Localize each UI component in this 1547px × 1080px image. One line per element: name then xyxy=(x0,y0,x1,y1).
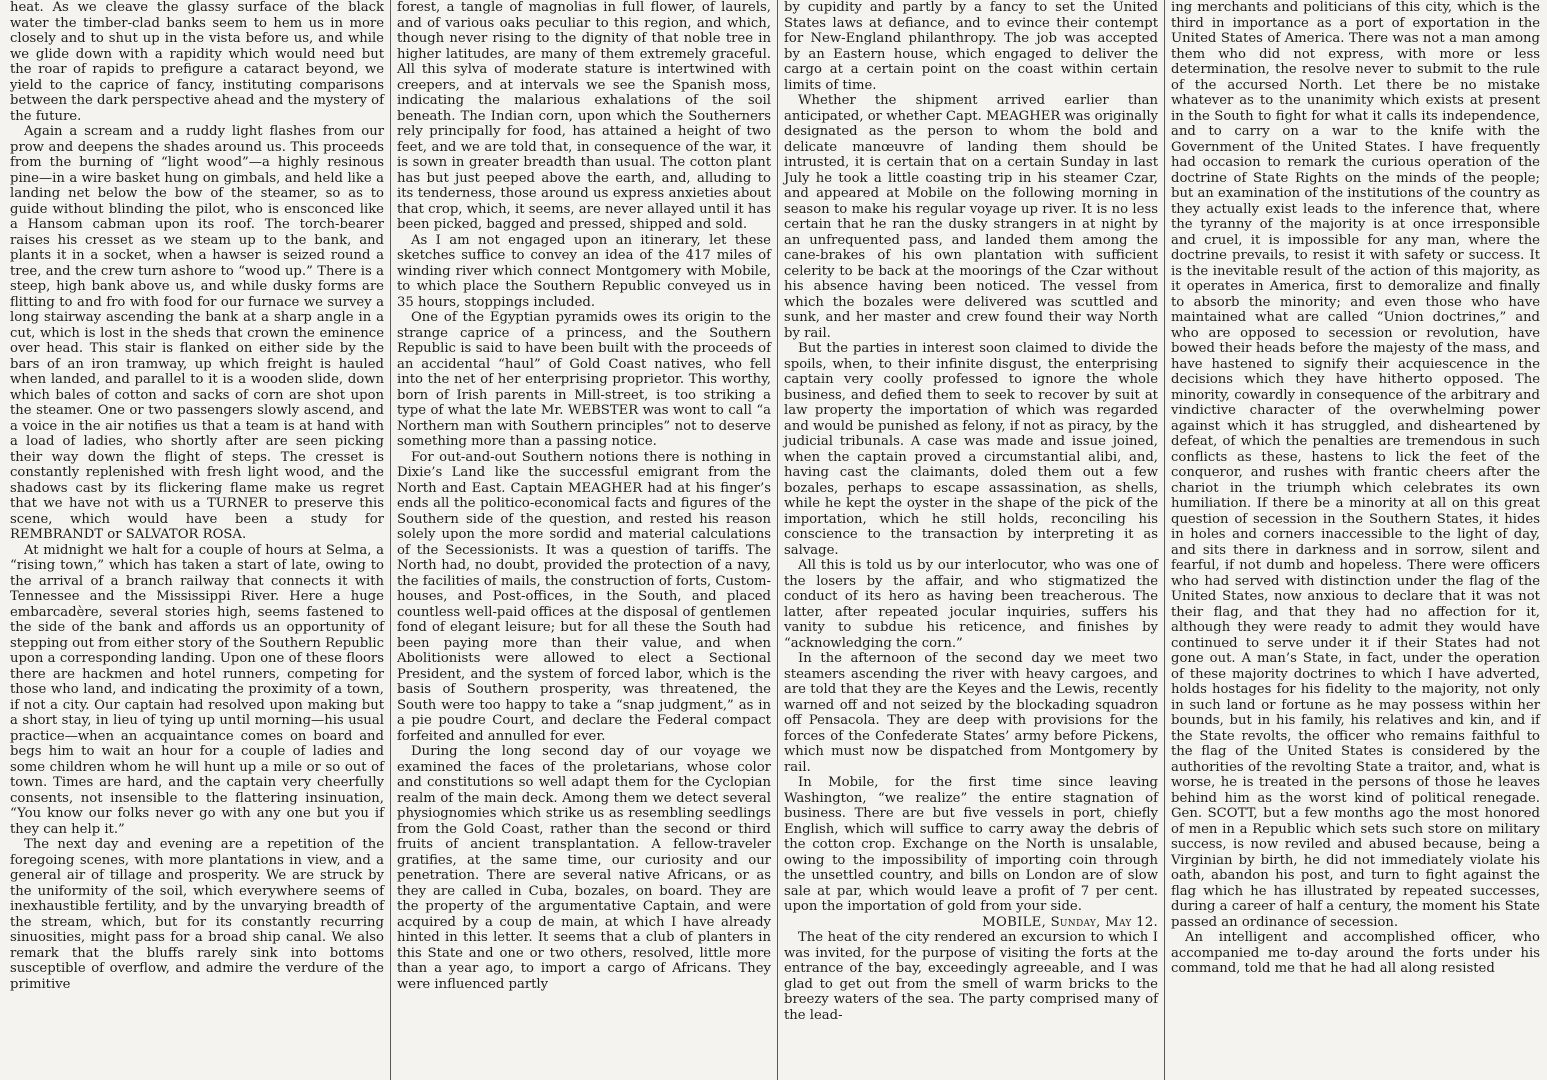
paragraph: An intelligent and accomplished officer, who accompanied me to-day around the forts under his command, told me that he had all along resisted xyxy=(1171,930,1540,976)
paragraph: by cupidity and partly by a fancy to set the United States laws at defiance, and to evince their contempt for New-England philanthropy. The job was accepted by an Eastern house, which engaged to deliver the cargo at a certain point on the coast within certain limits of time. xyxy=(784,0,1158,93)
paragraph: During the long second day of our voyage we examined the faces of the proletarians, whose color and constitutions so well adapt them for the Cyclopian realm of the main deck. Among them we detect several physiognomies which strike us as resembling seedlings from the Gold Coast, rather than the second or third fruits of ancient transplantation. A fellow-traveler gratifies, at the same time, our curiosity and our penetration. There are several native Africans, or as they are called in Cuba, bozales, on board. They are the property of the argumentative Captain, and were acquired by a coup de main, at which I have already hinted in this letter. It seems that a club of planters in this State and one or two others, resolved, little more than a year ago, to import a cargo of Africans. They were influenced partly xyxy=(397,744,771,992)
paragraph: As I am not engaged upon an itinerary, let these sketches suffice to convey an idea of the 417 miles of winding river which connect Montgomery with Mobile, to which place the Southern Republic conveyed us in 35 hours, stoppings included. xyxy=(397,232,771,310)
paragraph: All this is told us by our interlocutor, who was one of the losers by the affair, and who stigmatized the conduct of its hero as having been treacherous. The latter, after repeated jocular inquiries, suffers his vanity to subdue his reticence, and finishes by “acknowledging the corn.” xyxy=(784,558,1158,651)
paragraph: ing merchants and politicians of this city, which is the third in importance as a port of exportation in the United States of America. There was not a man among them who did not express, with more or less determination, the resolve never to submit to the rule of the accursed North. Let there be no mistake whatever as to the unanimity which exists at present in the South to fight for what it calls its independence, and to carry on a war to the knife with the Government of the United States. I have frequently had occasion to remark the curious operation of the doctrine of State Rights on the minds of the people; but an examination of the institutions of the country as they actually exist leads to the inference that, where the tyranny of the majority is at once irresponsible and cruel, it is impossible for any man, where the doctrine prevails, to resist it with safety or success. It is the inevitable result of the action of this majority, as it operates in America, first to demoralize and finally to absorb the minority; and even those who have maintained what are called “Union doctrines,” and who are opposed to secession or revolution, have bowed their heads before the majesty of the mass, and have hastened to signify their acquiescence in the decisions which they have hitherto opposed. The minority, cowardly in consequence of the arbitrary and vindictive character of the overwhelming power against which it has struggled, and disheartened by defeat, of which the penalties are tremendous in such conflicts as these, hastens to lick the feet of the conqueror, and rushes with frantic cheers after the chariot in the triumph which celebrates its own humiliation. If there be a minority at all on this great question of secession in the Southern States, it hides in holes and corners inaccessible to the light of day, and sits there in darkness and in sorrow, silent and fearful, if not dumb and hopeless. There were officers who had served with distinction under the flag of the United States, now anxious to declare that it was not their flag, and that they had no affection for it, although they were ready to admit they would have continued to serve under it if their States had not gone out. A man’s State, in fact, under the operation of these majority doctrines to which I have adverted, holds hostages for his fidelity to the majority, not only in such land or fortune as he may possess within her bounds, but in his family, his relatives and kin, and if the State revolts, the officer who remains faithful to the flag of the United States is considered by the authorities of the revolting State a traitor, and, what is worse, he is treated in the persons of those he leaves behind him as the worst kind of political renegade. Gen. SCOTT, but a few months ago the most honored of men in a Republic which sets such store on military success, is now reviled and abused because, being a Virginian by birth, he did not immediately violate his oath, abandon his post, and turn to fight against the flag which he has illustrated by repeated successes, during a career of half a century, the moment his State passed an ordinance of secession. xyxy=(1171,0,1540,930)
paragraph: Again a scream and a ruddy light flashes from our prow and deepens the shades around us. This proceeds from the burning of “light wood”—a highly resinous pine—in a wire basket hung on gimbals, and held like a landing net below the bow of the steamer, so as to guide without blinding the pilot, who is ensconced like a Hansom cabman upon its roof. The torch-bearer raises his cresset as we steam up to the bank, and plants it in a socket, when a hawser is seized round a tree, and the crew turn ashore to “wood up.” There is a steep, high bank above us, and while dusky forms are flitting to and fro with food for our furnace we survey a long stairway ascending the bank at a sharp angle in a cut, which is lost in the sheds that crown the eminence over head. This stair is flanked on either side by the bars of an iron tramway, up which freight is hauled when landed, and parallel to it is a wooden slide, down which bales of cotton and sacks of corn are shot upon the steamer. One or two passengers slowly ascend, and a voice in the air notifies us that a team is at hand with a load of ladies, who shortly after are seen picking their way down the flight of steps. The cresset is constantly replenished with fresh light wood, and the shadows cast by its flickering flame make us regret that we have not with us a TURNER to preserve this scene, which would have been a study for REMBRANDT or SALVATOR ROSA. xyxy=(10,124,384,542)
paragraph: In the afternoon of the second day we meet two steamers ascending the river with heavy cargoes, and are told that they are the Keyes and the Lewis, recently warned off and not seized by the blockading squadron off Pensacola. They are deep with provisions for the forces of the Confederate States’ army before Pickens, which must now be dispatched from Montgomery by rail. xyxy=(784,651,1158,775)
paragraph: The next day and evening are a repetition of the foregoing scenes, with more plantations in view, and a general air of tillage and prosperity. We are struck by the uniformity of the soil, which everywhere seems of inexhaustible fertility, and by the unvarying breadth of the stream, which, but for its constantly recurring sinuosities, might pass for a broad ship canal. We also remark that the bluffs rarely sink into bottoms susceptible of overflow, and admire the verdure of the primitive xyxy=(10,837,384,992)
column-3 xyxy=(778,0,1164,1080)
paragraph: In Mobile, for the first time since leaving Washington, “we realize” the entire stagnation of business. There are but five vessels in port, chiefly English, which will suffice to carry away the debris of the cotton crop. Exchange on the North is unsalable, owing to the impossibility of importing coin through the unsettled country, and bills on London are of slow sale at par, which would leave a profit of 7 per cent. upon the importation of gold from your side. xyxy=(784,775,1158,914)
paragraph: One of the Egyptian pyramids owes its origin to the strange caprice of a princess, and the Southern Republic is said to have been built with the proceeds of an accidental “haul” of Gold Coast natives, who fell into the net of her enterprising proprietor. This worthy, born of Irish parents in Mill-street, is too striking a type of what the late Mr. WEBSTER was wont to call “a Northern man with Southern principles” not to deserve something more than a passing notice. xyxy=(397,310,771,449)
paragraph: But the parties in interest soon claimed to divide the spoils, when, to their infinite disgust, the enterprising captain very coolly professed to ignore the whole business, and defied them to seek to recover by suit at law property the importation of which was regarded and would be punished as felony, if not as piracy, by the judicial tribunals. A case was made and issue joined, when the captain proved a circumstantial alibi, and, having cast the claimants, doled them out a few bozales, perhaps to escape assassination, as shells, while he kept the oyster in the shape of the pick of the importation, which he still holds, reconciling his conscience to the transaction by interpreting it as salvage. xyxy=(784,341,1158,558)
paragraph: heat. As we cleave the glassy surface of the black water the timber-clad banks seem to hem us in more closely and to shut up in the vista before us, and while we glide down with a rapidity which would need but the roar of rapids to prefigure a cataract beyond, we yield to the caprice of fancy, instituting comparisons between the dark perspective ahead and the mystery of the future. xyxy=(10,0,384,124)
column-2 xyxy=(391,0,777,1080)
paragraph: forest, a tangle of magnolias in full flower, of laurels, and of various oaks peculiar to this region, and which, though never rising to the dignity of that noble tree in higher latitudes, are many of them extremely graceful. All this sylva of moderate stature is intertwined with creepers, and at intervals we see the Spanish moss, indicating the malarious exhalations of the soil beneath. The Indian corn, upon which the Southerners rely principally for food, has attained a height of two feet, and we are told that, in consequence of the war, it is sown in greater breadth than usual. The cotton plant has but just peeped above the earth, and, alluding to its tenderness, those around us express anxieties about that crop, which, it seems, are never allayed until it has been picked, bagged and pressed, shipped and sold. xyxy=(397,0,771,232)
column-1 xyxy=(4,0,390,1080)
column-4 xyxy=(1165,0,1546,1080)
paragraph: The heat of the city rendered an excursion to which I was invited, for the purpose of visiting the forts at the entrance of the bay, exceedingly agreeable, and I was glad to get out from the smell of warm bricks to the breezy waters of the sea. The party comprised many of the lead- xyxy=(784,930,1158,1023)
paragraph: For out-and-out Southern notions there is nothing in Dixie’s Land like the successful emigrant from the North and East. Captain MEAGHER had at his finger’s ends all the politico-economical facts and figures of the Southern side of the question, and rested his reason solely upon the more sordid and material calculations of the Secessionists. It was a question of tariffs. The North had, no doubt, provided the protection of a navy, the facilities of mails, the construction of forts, Custom-houses, and Post-offices, in the South, and placed countless well-paid offices at the disposal of gentlemen fond of elegant leisure; but for all these the South had been paying more than their value, and when Abolitionists were allowed to elect a Sectional President, and the system of forced labor, which is the basis of Southern prosperity, was threatened, the South were too happy to take a “snap judgment,” as in a pie poudre Court, and declare the Federal compact forfeited and annulled for ever. xyxy=(397,449,771,744)
paragraph: Whether the shipment arrived earlier than anticipated, or whether Capt. MEAGHER was originally designated as the person to whom the bold and delicate manœuvre of landing them should be intrusted, it is certain that on a certain Sunday in last July he took a little coasting trip in his steamer Czar, and appeared at Mobile on the following morning in season to make his regular voyage up river. It is no less certain that he ran the dusky strangers in at night by an unfrequented pass, and landed them among the cane-brakes of his own plantation with sufficient celerity to be back at the moorings of the Czar without his absence having been noticed. The vessel from which the bozales were delivered was scuttled and sunk, and her master and crew found their way North by rail. xyxy=(784,93,1158,341)
paragraph: At midnight we halt for a couple of hours at Selma, a “rising town,” which has taken a start of late, owing to the arrival of a branch railway that connects it with Tennessee and the Mississippi River. Here a huge embarcadère, several stories high, seems fastened to the side of the bank and affords us an opportunity of stepping out from either story of the Southern Republic upon a corresponding landing. Upon one of these floors there are hackmen and hotel runners, competing for those who land, and indicating the proximity of a town, if not a city. Our captain had resolved upon making but a short stay, in lieu of tying up until morning—his usual practice—when an acquaintance comes on board and begs him to wait an hour for a couple of ladies and some children whom he will hunt up a mile or so out of town. Times are hard, and the captain very cheerfully consents, not insensible to the flattering insinuation, “You know our folks never go with any one but you if they can help it.” xyxy=(10,542,384,837)
dateline: MOBILE, Sunday, May 12. xyxy=(982,914,1158,930)
